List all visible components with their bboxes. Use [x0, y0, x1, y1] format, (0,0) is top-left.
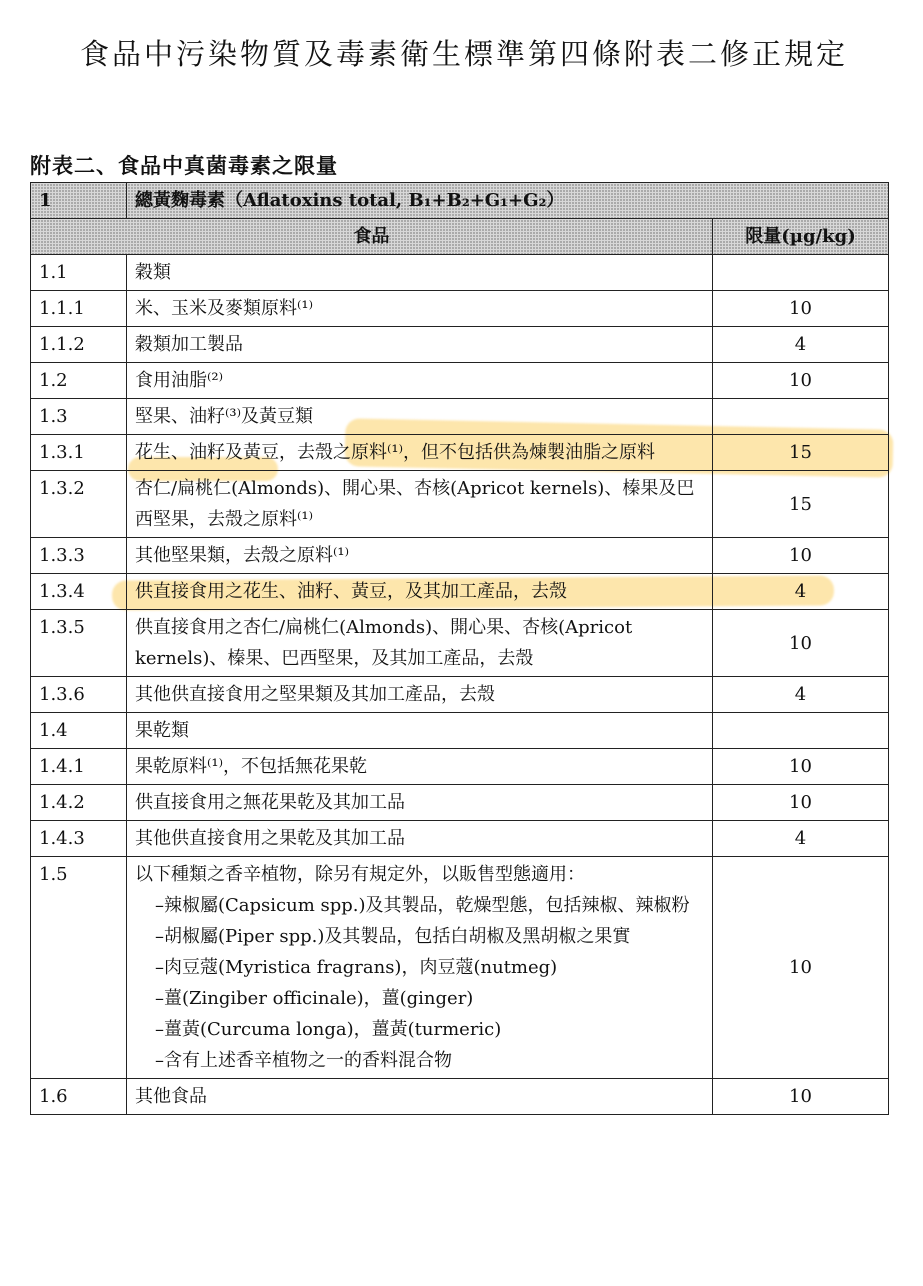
row-limit: 15	[713, 471, 889, 538]
row-food: 其他供直接食用之堅果類及其加工產品，去殼	[127, 677, 713, 713]
table-row	[31, 255, 889, 291]
mycotoxin-limits-table	[30, 182, 889, 1115]
row-food	[127, 857, 713, 1079]
table-row	[31, 435, 889, 471]
row-number: 1.4	[31, 713, 127, 749]
row-food: 果乾原料⁽¹⁾，不包括無花果乾	[127, 749, 713, 785]
spice-item: –辣椒屬(Capsicum spp.)及其製品，乾燥型態，包括辣椒、辣椒粉	[155, 895, 690, 916]
row-food: 供直接食用之花生、油籽、黃豆，及其加工產品，去殼	[127, 574, 713, 610]
spice-item: –薑黃(Curcuma longa)，薑黃(turmeric)	[155, 1019, 502, 1040]
row-number: 1.3.6	[31, 677, 127, 713]
table-row	[31, 471, 889, 538]
document-title: 食品中污染物質及毒素衛生標準第四條附表二修正規定	[80, 37, 849, 71]
row-food: 果乾類	[127, 713, 713, 749]
row-food: 其他食品	[127, 1079, 713, 1115]
row-food: 花生、油籽及黃豆，去殼之原料⁽¹⁾，但不包括供為煉製油脂之原料	[127, 435, 713, 471]
row-number: 1.3.1	[31, 435, 127, 471]
row-limit: 10	[713, 785, 889, 821]
spice-item: –肉豆蔻(Myristica fragrans)，肉豆蔻(nutmeg)	[155, 957, 558, 978]
row-limit: 10	[713, 1079, 889, 1115]
row-food: 米、玉米及麥類原料⁽¹⁾	[127, 291, 713, 327]
row-limit: 4	[713, 677, 889, 713]
row-food: 杏仁/扁桃仁(Almonds)、開心果、杏核(Apricot kernels)、榛果及巴西堅果，去殼之原料⁽¹⁾	[127, 471, 713, 538]
row-number: 1.3.3	[31, 538, 127, 574]
table-row-spices	[31, 857, 889, 1079]
row-number: 1.4.1	[31, 749, 127, 785]
row-number: 1.3.2	[31, 471, 127, 538]
row-limit: 4	[713, 574, 889, 610]
row-food: 食用油脂⁽²⁾	[127, 363, 713, 399]
row-food: 供直接食用之杏仁/扁桃仁(Almonds)、開心果、杏核(Apricot kernels)、榛果、巴西堅果，及其加工產品，去殼	[127, 610, 713, 677]
row-food: 供直接食用之無花果乾及其加工品	[127, 785, 713, 821]
row-limit: 10	[713, 857, 889, 1079]
appendix-title: 附表二、食品中真菌毒素之限量	[30, 153, 338, 178]
spice-list	[135, 890, 704, 1076]
section-header-row	[31, 183, 889, 219]
row-limit	[713, 399, 889, 435]
table-row	[31, 677, 889, 713]
row-food: 穀類加工製品	[127, 327, 713, 363]
row-number: 1.3.5	[31, 610, 127, 677]
row-limit	[713, 255, 889, 291]
row-number: 1.3	[31, 399, 127, 435]
row-number: 1.2	[31, 363, 127, 399]
spice-item: –含有上述香辛植物之一的香料混合物	[155, 1050, 452, 1071]
row-limit: 10	[713, 610, 889, 677]
row-limit: 4	[713, 821, 889, 857]
row-food: 其他供直接食用之果乾及其加工品	[127, 821, 713, 857]
table-row	[31, 821, 889, 857]
row-number: 1.3.4	[31, 574, 127, 610]
header-food: 食品	[31, 219, 713, 255]
row-limit: 10	[713, 538, 889, 574]
row-limit: 15	[713, 435, 889, 471]
table-row	[31, 610, 889, 677]
row-number: 1.1	[31, 255, 127, 291]
table-row-other-foods	[31, 1079, 889, 1115]
spice-intro: 以下種類之香辛植物，除另有規定外，以販售型態適用：	[135, 864, 585, 885]
row-limit: 10	[713, 363, 889, 399]
section-number: 1	[31, 183, 127, 219]
row-limit: 4	[713, 327, 889, 363]
header-limit: 限量(µg/kg)	[713, 219, 889, 255]
row-food: 堅果、油籽⁽³⁾及黃豆類	[127, 399, 713, 435]
table-row	[31, 327, 889, 363]
row-number: 1.1.2	[31, 327, 127, 363]
row-number: 1.6	[31, 1079, 127, 1115]
table-row	[31, 538, 889, 574]
row-limit	[713, 713, 889, 749]
row-number: 1.1.1	[31, 291, 127, 327]
table-row	[31, 749, 889, 785]
row-number: 1.4.3	[31, 821, 127, 857]
table-row	[31, 713, 889, 749]
row-food: 其他堅果類，去殼之原料⁽¹⁾	[127, 538, 713, 574]
table-row	[31, 785, 889, 821]
column-header-row	[31, 219, 889, 255]
section-name: 總黃麴毒素（Aflatoxins total, B₁+B₂+G₁+G₂）	[127, 183, 889, 219]
table-row	[31, 291, 889, 327]
row-number: 1.5	[31, 857, 127, 1079]
row-limit: 10	[713, 749, 889, 785]
spice-item: –薑(Zingiber officinale)，薑(ginger)	[155, 988, 474, 1009]
row-number: 1.4.2	[31, 785, 127, 821]
table-row	[31, 363, 889, 399]
row-food: 穀類	[127, 255, 713, 291]
table-row	[31, 399, 889, 435]
row-limit: 10	[713, 291, 889, 327]
table-row	[31, 574, 889, 610]
spice-item: –胡椒屬(Piper spp.)及其製品，包括白胡椒及黑胡椒之果實	[155, 926, 631, 947]
